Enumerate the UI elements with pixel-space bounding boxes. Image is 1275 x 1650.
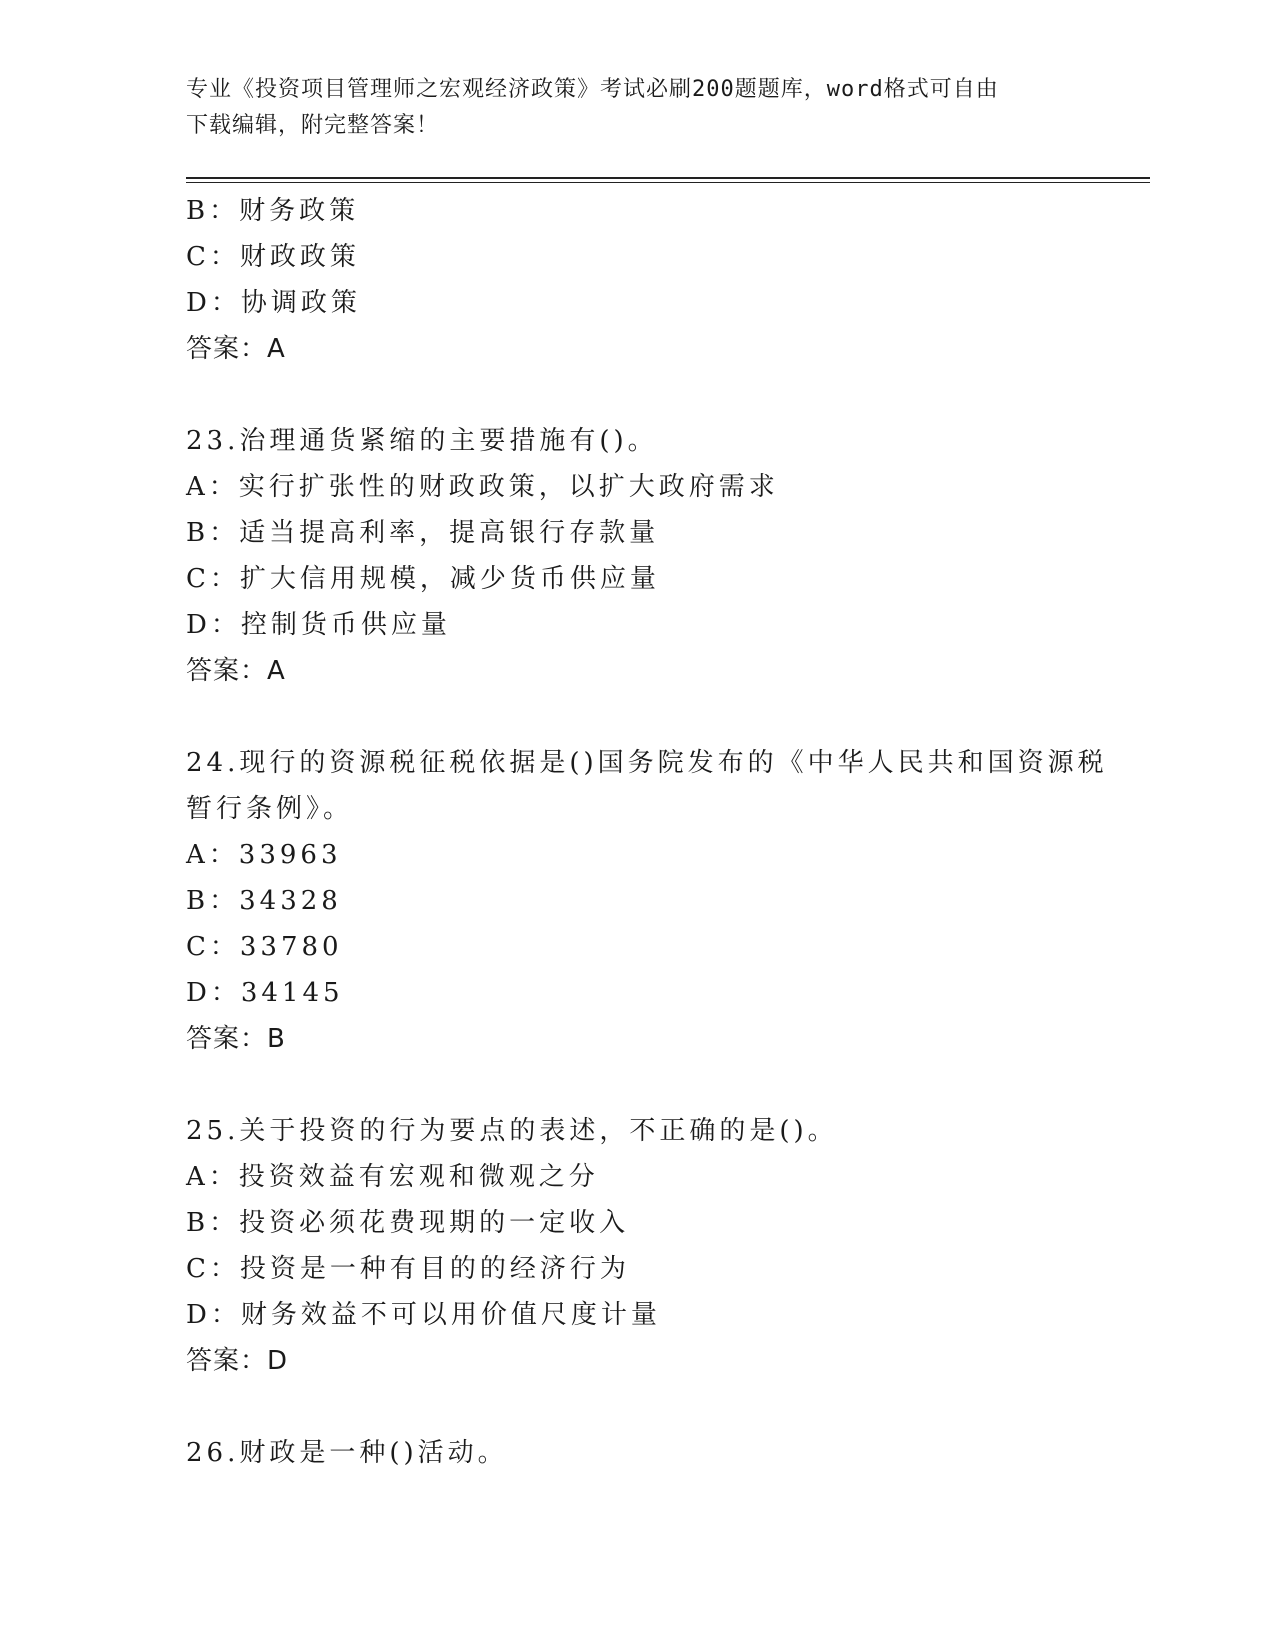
option-d: D：协调政策 [186,288,361,318]
answer: 答案：A [186,656,286,686]
option-c: C：扩大信用规模，减少货币供应量 [186,564,660,594]
option-b: B：34328 [186,886,342,916]
option-a: A：33963 [186,840,342,870]
question-text: 23.治理通货紧缩的主要措施有()。 [186,426,658,456]
spacer [186,372,1086,418]
spacer [186,1062,1086,1108]
header-line-1: 专业《投资项目管理师之宏观经济政策》考试必刷200题题库，word格式可自由 [186,77,999,102]
question-text-line-1: 24.现行的资源税征税依据是()国务院发布的《中华人民共和国资源税 [186,748,1108,778]
question-text: 25.关于投资的行为要点的表述，不正确的是()。 [186,1116,838,1146]
option-a: A：实行扩张性的财政政策，以扩大政府需求 [186,472,779,502]
option-d: D：34145 [186,978,344,1008]
question-23 [186,418,1086,694]
option-c: C：财政政策 [186,242,360,272]
answer: 答案：D [186,1346,289,1376]
option-c: C：33780 [186,932,343,962]
option-d: D：财务效益不可以用价值尺度计量 [186,1300,661,1330]
document-header [186,72,1086,144]
question-24 [186,740,1108,1062]
option-d: D：控制货币供应量 [186,610,451,640]
question-list [186,188,1108,1476]
question-text-line-2: 暂行条例》。 [186,794,354,824]
option-c: C：投资是一种有目的的经济行为 [186,1254,630,1284]
question-text: 26.财政是一种()活动。 [186,1438,508,1468]
question-26 [186,1430,1086,1476]
question-22 [186,188,1086,372]
answer: 答案：B [186,1024,286,1054]
header-line-2: 下载编辑，附完整答案！ [186,113,440,138]
option-b: B：财务政策 [186,196,360,226]
spacer [186,1384,1086,1430]
header-divider-thick [186,177,1150,179]
option-b: B：投资必须花费现期的一定收入 [186,1208,630,1238]
option-a: A：投资效益有宏观和微观之分 [186,1162,599,1192]
question-25 [186,1108,1086,1384]
option-b: B：适当提高利率，提高银行存款量 [186,518,660,548]
header-divider-thin [186,182,1150,183]
answer: 答案：A [186,334,286,364]
spacer [186,694,1086,740]
